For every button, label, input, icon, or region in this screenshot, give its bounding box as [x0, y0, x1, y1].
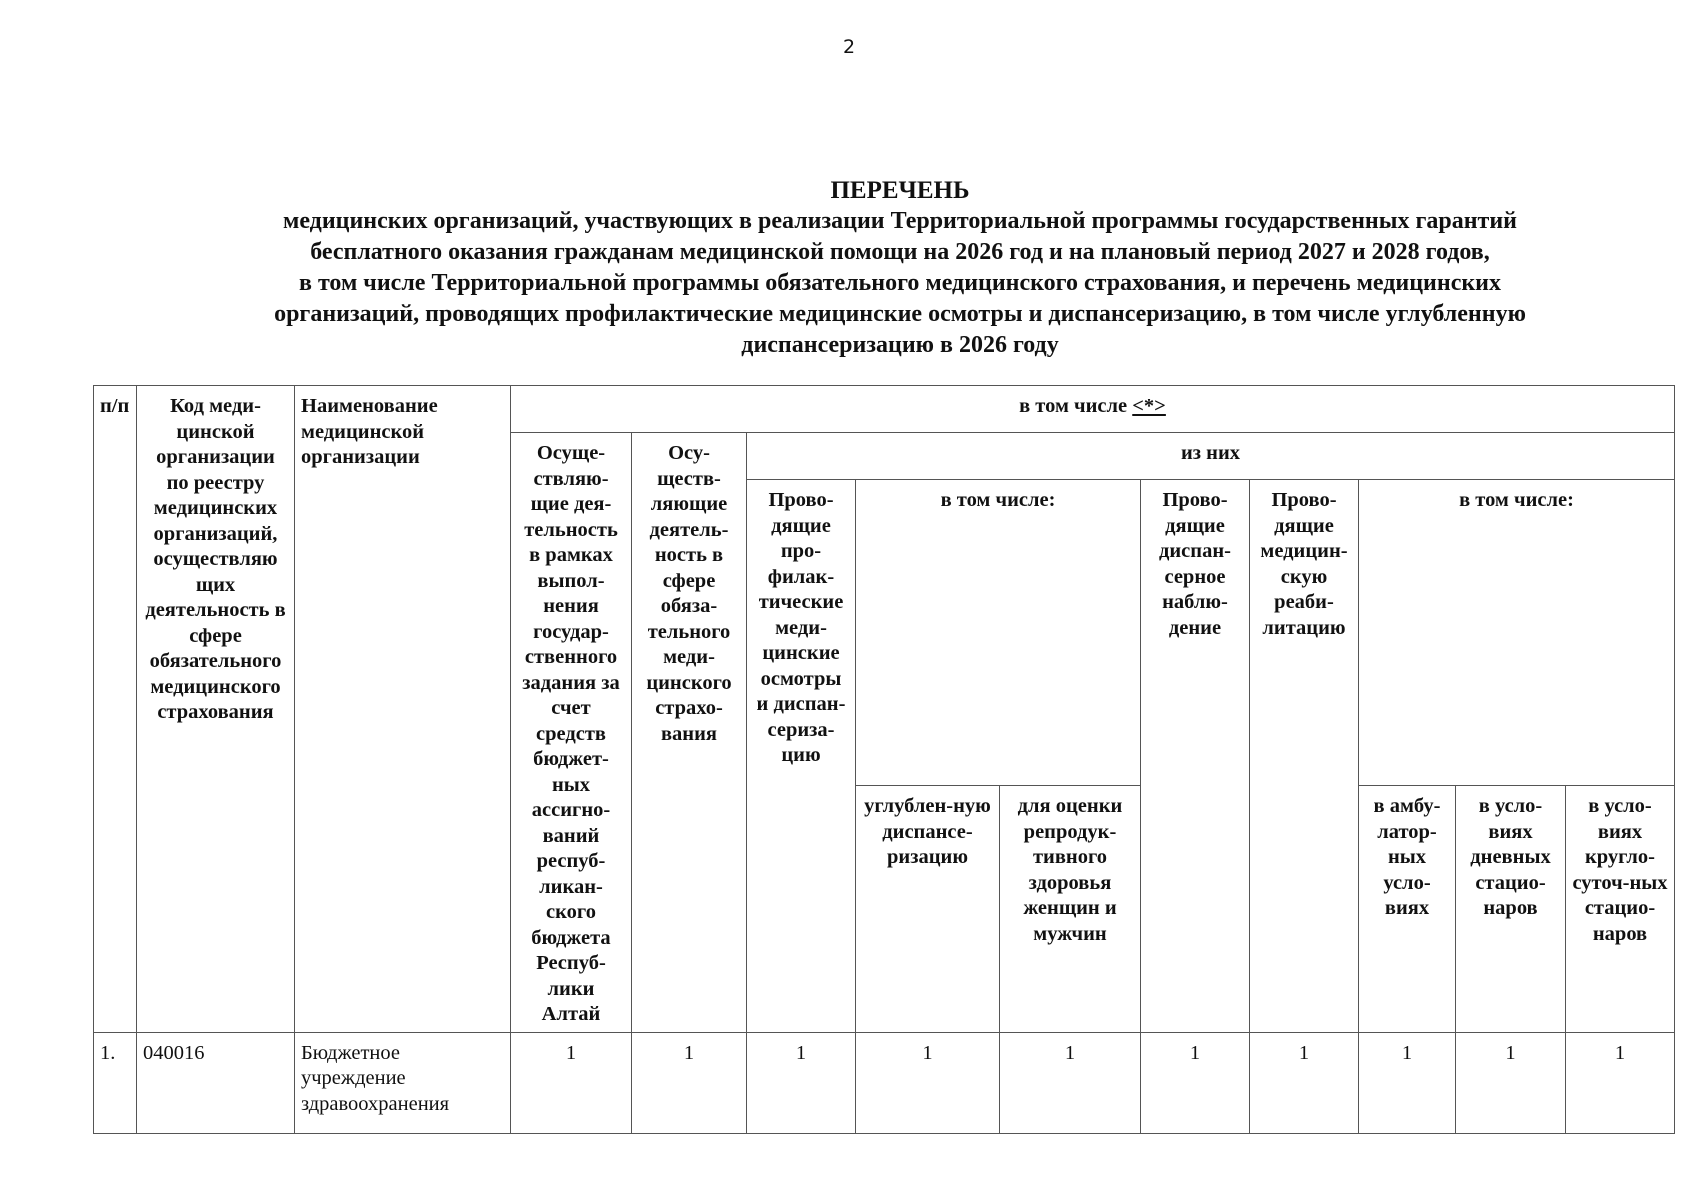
title-heading: ПЕРЕЧЕНЬ — [830, 177, 970, 204]
header-reproductive: для оценки репродук-тивного здоровья женщин и мужчин — [1000, 786, 1141, 1033]
cell-value: 1 — [1141, 1032, 1250, 1133]
cell-value: 1 — [632, 1032, 747, 1133]
header-org-name: Наименование медицинской организации — [295, 386, 511, 1033]
header-of-them: из них — [747, 433, 1675, 480]
header-rehabilitation: Прово-дящие медицин-скую реаби-литацию — [1250, 480, 1359, 1033]
header-deep-dispensary: углублен-ную диспансе-ризацию — [856, 786, 1000, 1033]
footnote-link[interactable]: <*> — [1132, 395, 1166, 417]
organizations-table — [93, 385, 1675, 1134]
header-including-text: в том числе — [1019, 395, 1133, 417]
cell-name: Бюджетное учреждение здравоохранения — [295, 1032, 511, 1133]
cell-value: 1 — [1250, 1032, 1359, 1133]
cell-value: 1 — [511, 1032, 632, 1133]
header-org-code: Код меди-цинской организации по реестру медицинских организаций, осуществляю щих деятельность в сфере обязательного медицинского страхования — [137, 386, 295, 1033]
header-including — [511, 386, 1675, 433]
cell-value: 1 — [1359, 1032, 1456, 1133]
cell-value: 1 — [1000, 1032, 1141, 1133]
title-line: диспансеризацию в 2026 году — [741, 332, 1059, 358]
header-oms: Осу-ществ-ляющие деятель-ность в сфере обяза-тельного меди-цинского страхо-вания — [632, 433, 747, 1033]
title-line: бесплатного оказания гражданам медицинской помощи на 2026 год и на плановый период 2027 и 2028 годов, — [310, 239, 1490, 265]
cell-value: 1 — [1456, 1032, 1566, 1133]
table-row — [94, 1032, 1675, 1133]
header-including-exams: в том числе: — [856, 480, 1141, 786]
document-title — [180, 175, 1620, 361]
header-prof-exams: Прово-дящие про-филак-тические меди-цинские осмотры и диспан-сериза-цию — [747, 480, 856, 1033]
header-round-hospital: в усло-виях кругло-суточ-ных стацио-наров — [1566, 786, 1675, 1033]
cell-value: 1 — [1566, 1032, 1675, 1133]
header-row-number: п/п — [94, 386, 137, 1033]
header-disp-observation: Прово-дящие диспан-серное наблю-дение — [1141, 480, 1250, 1033]
header-state-task: Осуще-ствляю-щие дея-тельность в рамках выпол-нения государ-ственного задания за счет средств бюджет-ных ассигно-ваний респуб-ликан-ского бюджета Респуб-лики Алтай — [511, 433, 632, 1033]
header-including-rehab: в том числе: — [1359, 480, 1675, 786]
title-line: медицинских организаций, участвующих в реализации Территориальной программы государственных гарантий — [283, 208, 1517, 234]
cell-number: 1. — [94, 1032, 137, 1133]
title-line: в том числе Территориальной программы обязательного медицинского страхования, и перечень медицинских — [298, 270, 1502, 296]
cell-value: 1 — [856, 1032, 1000, 1133]
header-ambulatory: в амбу-латор-ных усло-виях — [1359, 786, 1456, 1033]
header-day-hospital: в усло-виях дневных стацио-наров — [1456, 786, 1566, 1033]
page-number: 2 — [842, 36, 856, 58]
title-line: организаций, проводящих профилактические медицинские осмотры и диспансеризацию, в том числе углубленную — [274, 301, 1526, 327]
cell-code: 040016 — [137, 1032, 295, 1133]
cell-value: 1 — [747, 1032, 856, 1133]
